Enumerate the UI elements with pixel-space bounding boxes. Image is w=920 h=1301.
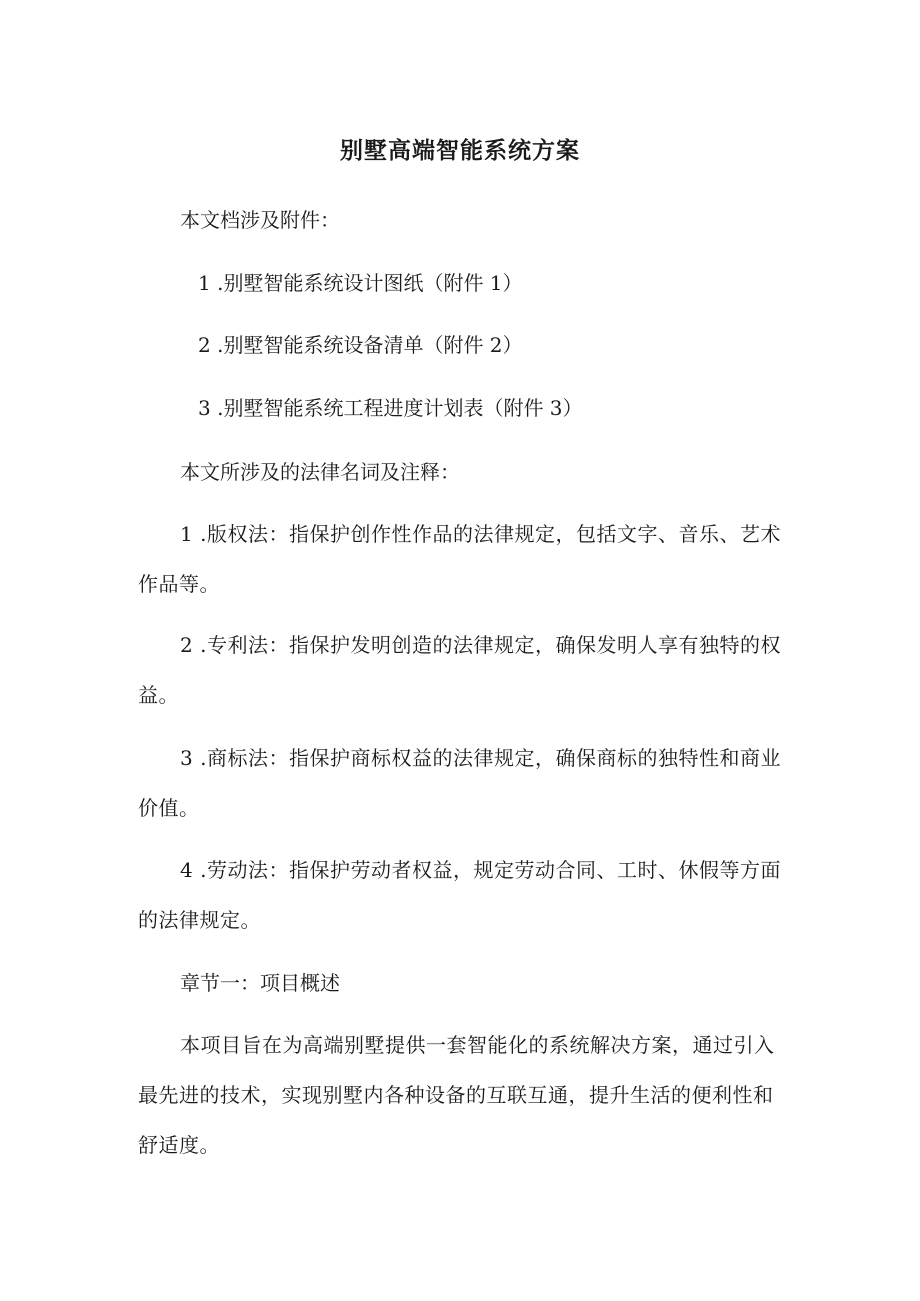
chapter-1-heading: 章节一：项目概述 [180,971,340,995]
attachments-heading: 本文档涉及附件： [180,208,340,232]
legal-term-labor: 4 .劳动法：指保护劳动者权益，规定劳动合同、工时、休假等方面的法律规定。 [138,858,781,932]
document-title: 别墅高端智能系统方案 [340,138,580,164]
attachment-item-1: 1 .别墅智能系统设计图纸（附件 1） [198,271,523,295]
attachment-item-2: 2 .别墅智能系统设备清单（附件 2） [198,333,523,357]
chapter-1-body: 本项目旨在为高端别墅提供一套智能化的系统解决方案，通过引入最先进的技术，实现别墅内各种设备的互联互通，提升生活的便利性和舒适度。 [138,1033,775,1157]
legal-term-trademark: 3 .商标法：指保护商标权益的法律规定，确保商标的独特性和商业价值。 [138,746,781,820]
legal-term-patent: 2 .专利法：指保护发明创造的法律规定，确保发明人享有独特的权益。 [138,633,781,707]
legal-terms-heading: 本文所涉及的法律名词及注释： [180,460,460,484]
legal-term-copyright: 1 .版权法：指保护创作性作品的法律规定，包括文字、音乐、艺术作品等。 [138,522,781,596]
attachment-item-3: 3 .别墅智能系统工程进度计划表（附件 3） [198,396,583,420]
